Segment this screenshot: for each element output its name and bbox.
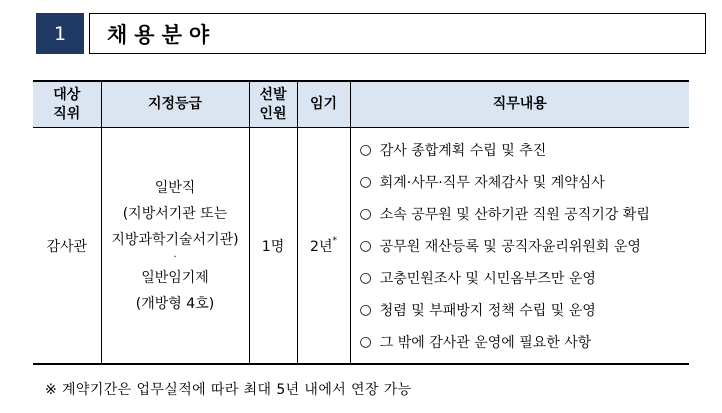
cell-position: 감사관: [33, 128, 101, 365]
cell-count: 1명: [249, 128, 297, 365]
list-item: [360, 262, 690, 294]
header-duties: 직무내용: [350, 81, 689, 128]
circle-bullet-icon: ○: [359, 173, 372, 190]
cell-grade: [101, 128, 249, 365]
grade-line: 일반임기제: [141, 269, 209, 286]
circle-bullet-icon: ○: [359, 141, 372, 158]
grade-line: (지방서기관 또는: [122, 205, 228, 222]
cell-term: [297, 128, 350, 365]
list-item: [360, 134, 690, 166]
list-item: [360, 326, 690, 358]
header-position-line-2: 직위: [53, 105, 81, 122]
grade-line: (개방형 4호): [135, 295, 215, 312]
section-number: 1: [36, 13, 84, 54]
header-position: [33, 81, 101, 128]
recruitment-table: [33, 80, 689, 365]
list-item: [360, 198, 690, 230]
duty-text: 청렴 및 부패방지 정책 수립 및 운영: [379, 302, 596, 319]
circle-bullet-icon: ○: [359, 301, 372, 318]
grade-lines: [102, 175, 249, 317]
duty-text: 감사 종합계획 수립 및 추진: [379, 142, 547, 159]
cell-duties: [350, 128, 689, 365]
duty-text: 회계·사무·직무 자체감사 및 계약심사: [379, 174, 605, 191]
circle-bullet-icon: ○: [359, 237, 372, 254]
footnote: ※ 계약기간은 업무실적에 따라 최대 5년 내에서 연장 가능: [45, 382, 412, 398]
duty-text: 고충민원조사 및 시민옴부즈만 운영: [379, 270, 596, 287]
circle-bullet-icon: ○: [359, 269, 372, 286]
list-item: [360, 166, 690, 198]
section-header: [36, 13, 706, 54]
header-term: 임기: [297, 81, 350, 128]
header-position-line-1: 대상: [53, 87, 81, 104]
grade-line: 일반직: [154, 179, 196, 196]
table-row: [33, 128, 689, 365]
list-item: [360, 230, 690, 262]
header-grade: 지정등급: [101, 81, 249, 128]
duty-text: 소속 공무원 및 산하기관 직원 공직기강 확립: [379, 206, 650, 223]
header-count: [249, 81, 297, 128]
grade-line: 지방과학기술서기관): [111, 231, 239, 248]
header-count-line-1: 선발: [259, 87, 287, 104]
table-header-row: [33, 81, 689, 128]
circle-bullet-icon: ○: [359, 333, 372, 350]
duty-text: 그 밖에 감사관 운영에 필요한 사항: [379, 334, 592, 351]
section-title: 채용분야: [89, 13, 706, 54]
header-count-line-2: 인원: [259, 105, 287, 122]
list-item: [360, 294, 690, 326]
term-value: 2년: [310, 238, 333, 255]
circle-bullet-icon: ○: [359, 205, 372, 222]
term-asterisk: *: [332, 235, 337, 246]
duty-text: 공무원 재산등록 및 공직자윤리위원회 운영: [379, 238, 641, 255]
grade-separator: ·: [173, 251, 177, 263]
